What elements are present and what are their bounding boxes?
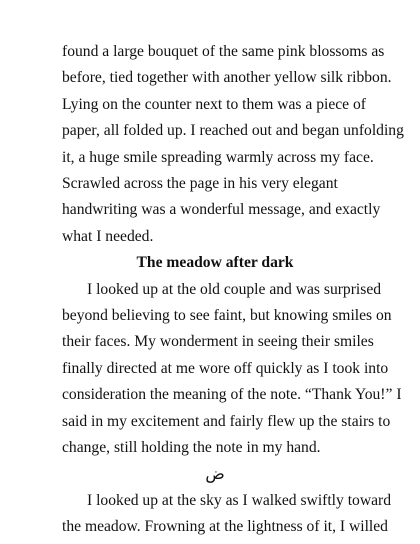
text-line: change, still holding the note in my hand. [62,439,321,457]
text-line: it, a huge smile spreading warmly across my face. [62,148,374,166]
text-line: Scrawled across the page in his very elegant [62,175,338,193]
text-line: found a large bouquet of the same pink blossoms as [62,43,385,60]
text-line: consideration the meaning of the note. “Thank You!” I [62,386,402,404]
text-line: paper, all folded up. I reached out and began unfolding [62,122,404,140]
paragraph-3 [62,488,392,541]
text-line: before, tied together with another yellow silk ribbon. [62,69,392,87]
section-heading: The meadow after dark [136,254,294,272]
scene-break-ornament: ض [205,465,225,483]
text-line: finally directed at me wore off quickly as I took into [62,359,389,377]
text-line: beyond believing to see faint, but knowing smiles on [62,307,392,325]
text-line: Lying on the counter next to them was a piece of [62,95,366,113]
text-line: I looked up at the old couple and was surprised [87,280,382,298]
text-line: their faces. My wonderment in seeing their smiles [62,333,374,351]
text-line: the meadow. Frowning at the lightness of it, I willed [62,518,388,536]
text-line: said in my excitement and fairly flew up the stairs to [62,412,391,430]
paragraph-1 [62,39,404,250]
text-line: handwriting was a wonderful message, and exactly [62,201,381,219]
paragraph-2 [62,277,402,462]
text-line: I looked up at the sky as I walked swiftly toward [87,491,392,509]
text-line: what I needed. [62,227,154,245]
